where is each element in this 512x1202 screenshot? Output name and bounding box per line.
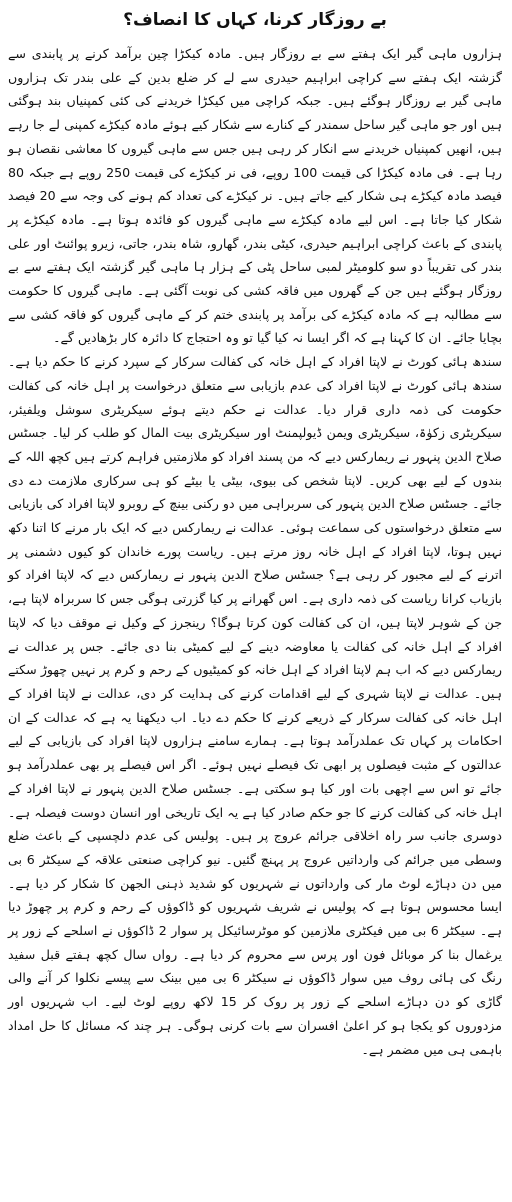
article-headline: بے روزگار کرنا، کہاں کا انصاف؟ <box>123 10 387 30</box>
article-paragraph-2: سندھ ہائی کورٹ نے لاپتا افراد کے اہل خانہ کی کفالت سرکار کے سپرد کرنے کا حکم دیا ہے۔ سندھ ہائی کورٹ نے لاپتا افراد کی عدم بازیابی سے متعلق درخواست پر اہل خانہ کی کفالت حکومت کی ذمہ داری قرار دیا۔ عدالت نے حکم دیتے ہوئے سیکریٹری سوشل ویلفیئر، سیکریٹری زکوٰۃ، سیکریٹری ویمن ڈیولپمنٹ اور سیکریٹری بیت المال کو طلب کر لیا۔ جسٹس صلاح الدین پنہور نے ریمارکس دیے کہ من پسند افراد کو ملازمتیں فراہم کرتے ہیں کچھ اللہ کے بندوں کے لیے بھی کریں۔ لاپتا شخص کی بیوی، بیٹی یا بیٹے کو ہی سرکاری ملازمت دے دی جائے۔ جسٹس صلاح الدین پنہور کی سربراہی میں دو رکنی بینچ کے روبرو لاپتا افراد کی بازیابی سے متعلق درخواستوں کی سماعت ہوئی۔ عدالت نے ریمارکس دیے کہ ایک بار مرنے کا اتنا دکھ نہیں ہوتا، لاپتا افراد کے اہل خانہ روز مرتے ہیں۔ ریاست پورے خاندان کو کیوں دشمنی پر اترنے کے لیے مجبور کر رہی ہے؟ جسٹس صلاح الدین پنہور نے ریمارکس دیے کہ لاپتا افراد کو بازیاب کرانا ریاست کی ذمہ داری ہے۔ اس گھرانے پر کیا گزرتی ہوگی جس کا سربراہ لاپتا ہے، جن کے شوہر لاپتا ہیں، ان کی کفالت کون کرتا ہوگا؟ رینجرز کے وکیل نے موقف دیا کہ لاپتا افراد کے اہل خانہ کی کفالت یا معاوضہ دینے کے لیے کمیٹی بنا دی جائے۔ جس پر عدالت نے ریمارکس دیے کہ اب ہم لاپتا افراد کے اہل خانہ کو کمیٹیوں کے رحم و کرم پر نہیں چھوڑ سکتے ہیں۔ عدالت نے لاپتا شہری کے لیے اقدامات کرنے کی ہدایت کر دی، عدالت نے لاپتا افراد کے اہل خانہ کی کفالت سرکار کے ذریعے کرنے کا حکم دے دیا۔ اب دیکھنا یہ ہے کہ عدالت کے ان احکامات پر کہاں تک عملدرآمد ہوتا ہے۔ ہمارے سامنے ہزاروں لاپتا افراد کی بازیابی کے لیے عدالتوں کے مثبت فیصلوں پر ابھی تک فیصلے نہیں ہوئے۔ اگر اس فیصلے پر بھی عملدرآمد ہو جائے تو اس سے اچھی بات اور کیا ہو سکتی ہے۔ جسٹس صلاح الدین پنہور نے لاپتا افراد کے اہل خانہ کی کفالت کرنے کا جو حکم صادر کیا ہے یہ ایک تاریخی اور انسان دوست فیصلہ ہے۔ دوسری جانب سر راہ اخلاقی جرائم عروج پر ہیں۔ پولیس کی عدم دلچسپی کے باعث ضلع وسطی میں جرائم کی وارداتیں عروج پر پہنچ گئیں۔ نیو کراچی صنعتی علاقہ کے سیکٹر 6 بی میں دن دہاڑے لوٹ مار کی وارداتوں نے شہریوں کو شدید ذہنی الجھن کا شکار کر دیا ہے۔ ایسا محسوس ہوتا ہے کہ پولیس نے شریف شہریوں کو ڈاکوؤں کے رحم و کرم پر چھوڑ دیا ہے۔ سیکٹر 6 بی میں فیکٹری ملازمین کو موٹرسائیکل پر سوار 2 ڈاکوؤں نے اسلحے کے زور پر یرغمال بنا کر موبائل فون اور پرس سے محروم کر دیا ہے۔ رواں سال کچھ ہفتے قبل سفید رنگ کی ہائی روف میں سوار ڈاکوؤں نے سیکٹر 6 بی میں بینک سے پیسے نکلوا کر آنے والی گاڑی کو دن دہاڑے اسلحے کے زور پر روک کر 15 لاکھ روپے لوٹ لیے۔ اب شہریوں اور مزدوروں کو یکجا ہو کر اعلیٰ افسران سے بات کرنی ہوگی۔ ہر چند کہ مسائل کا حل امداد باہمی ہی میں مضمر ہے۔ <box>8 354 502 1057</box>
article-paragraph-1: ہزاروں ماہی گیر ایک ہفتے سے بے روزگار ہیں۔ مادہ کیکڑا چین برآمد کرنے پر پابندی سے گزشتہ ایک ہفتے سے کراچی ابراہیم حیدری سے لے کر ضلع بدین کے علی بندر تک ہزاروں ماہی گیر بے روزگار ہوگئے ہیں۔ جبکہ کراچی میں کیکڑا خریدنے کی کئی کمپنیاں بند ہوگئی ہیں اور جو ماہی گیر ساحل سمندر کے کنارے سے شکار کیے ہوئے مادہ کیکڑے کمپنی لے جا رہے ہیں، انھیں کمپنیاں خریدنے سے انکار کر رہی ہیں جس سے ماہی گیروں کا معاشی نقصان ہو رہا ہے۔ فی مادہ کیکڑا کی قیمت 100 روپے، فی نر کیکڑے کی قیمت 250 روپے ہے جبکہ 80 فیصد مادہ کیکڑے ہی شکار کیے جاتے ہیں۔ نر کیکڑے کی تعداد کم ہونے کی وجہ سے 20 فیصد شکار کیا جاتا ہے۔ اس لیے مادہ کیکڑے سے ماہی گیروں کو فائدہ ہوتا ہے۔ مادہ کیکڑے پر پابندی کے باعث کراچی ابراہیم حیدری، کیٹی بندر، گھارو، شاہ بندر، جاتی، زیرو پوائنٹ اور علی بندر کی تقریباً دو سو کلومیٹر لمبی ساحل پٹی کے ہزار ہا ماہی گیر گزشتہ ایک ہفتے سے بے روزگار ہوگئے ہیں جن کے گھروں میں فاقہ کشی کی نوبت آگئی ہے۔ ماہی گیروں کا حکومت سے مطالبہ ہے کہ مادہ کیکڑے کی برآمد پر پابندی ختم کر کے ماہی گیروں کو فاقہ کشی سے بچایا جائے۔ ان کا کہنا ہے کہ اگر ایسا نہ کیا گیا تو وہ احتجاج کا دائرہ کار بڑھادیں گے۔ <box>8 46 502 346</box>
